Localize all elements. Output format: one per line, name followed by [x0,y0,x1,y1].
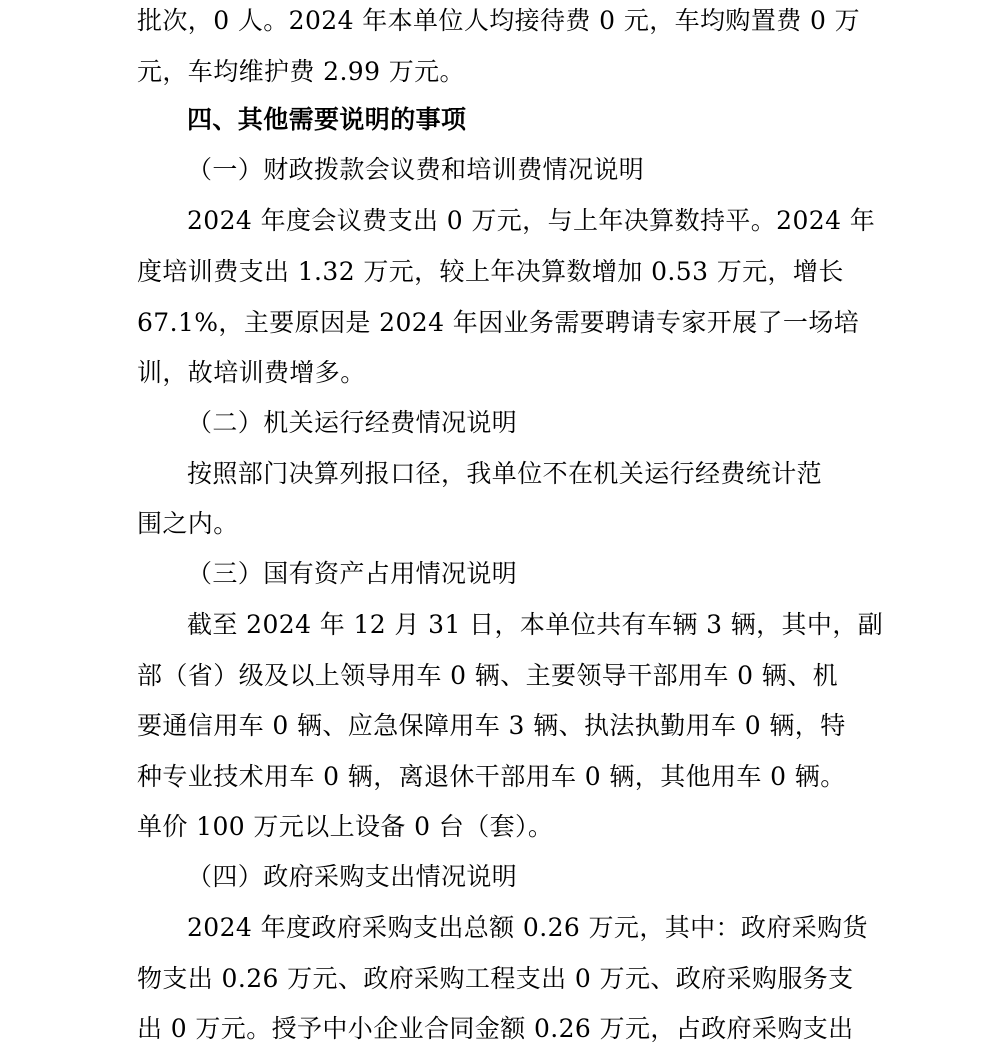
body-text-line: 2024 年度政府采购支出总额 0.26 万元，其中：政府采购货 [187,913,868,942]
body-text-line: 训，故培训费增多。 [137,358,366,387]
body-text-line: 批次，0 人。2024 年本单位人均接待费 0 元，车均购置费 0 万 [137,6,861,35]
body-text-line: 单价 100 万元以上设备 0 台（套）。 [137,812,554,841]
body-text-line: 物支出 0.26 万元、政府采购工程支出 0 万元、政府采购服务支 [137,964,854,993]
body-text-line: 要通信用车 0 辆、应急保障用车 3 辆、执法执勤用车 0 辆，特 [137,711,846,740]
body-text-line: 2024 年度会议费支出 0 万元，与上年决算数持平。2024 年 [187,206,876,235]
section-heading: 四、其他需要说明的事项 [187,105,467,134]
body-text-line: 按照部门决算列报口径，我单位不在机关运行经费统计范 [187,459,823,488]
subsection-heading: （二）机关运行经费情况说明 [187,408,518,437]
body-text-line: 度培训费支出 1.32 万元，较上年决算数增加 0.53 万元，增长 [137,257,844,286]
body-text-line: 出 0 万元。授予中小企业合同金额 0.26 万元，占政府采购支出 [137,1014,854,1043]
subsection-heading: （一）财政拨款会议费和培训费情况说明 [187,155,645,184]
subsection-heading: （三）国有资产占用情况说明 [187,559,518,588]
body-text-line: 67.1%，主要原因是 2024 年因业务需要聘请专家开展了一场培 [137,308,860,337]
body-text-line: 围之内。 [137,509,239,538]
body-text-line: 截至 2024 年 12 月 31 日，本单位共有车辆 3 辆，其中，副 [187,610,884,639]
body-text-line: 元，车均维护费 2.99 万元。 [137,57,465,86]
body-text-line: 种专业技术用车 0 辆，离退休干部用车 0 辆，其他用车 0 辆。 [137,762,846,791]
body-text-line: 部（省）级及以上领导用车 0 辆、主要领导干部用车 0 辆、机 [137,661,839,690]
subsection-heading: （四）政府采购支出情况说明 [187,862,518,891]
